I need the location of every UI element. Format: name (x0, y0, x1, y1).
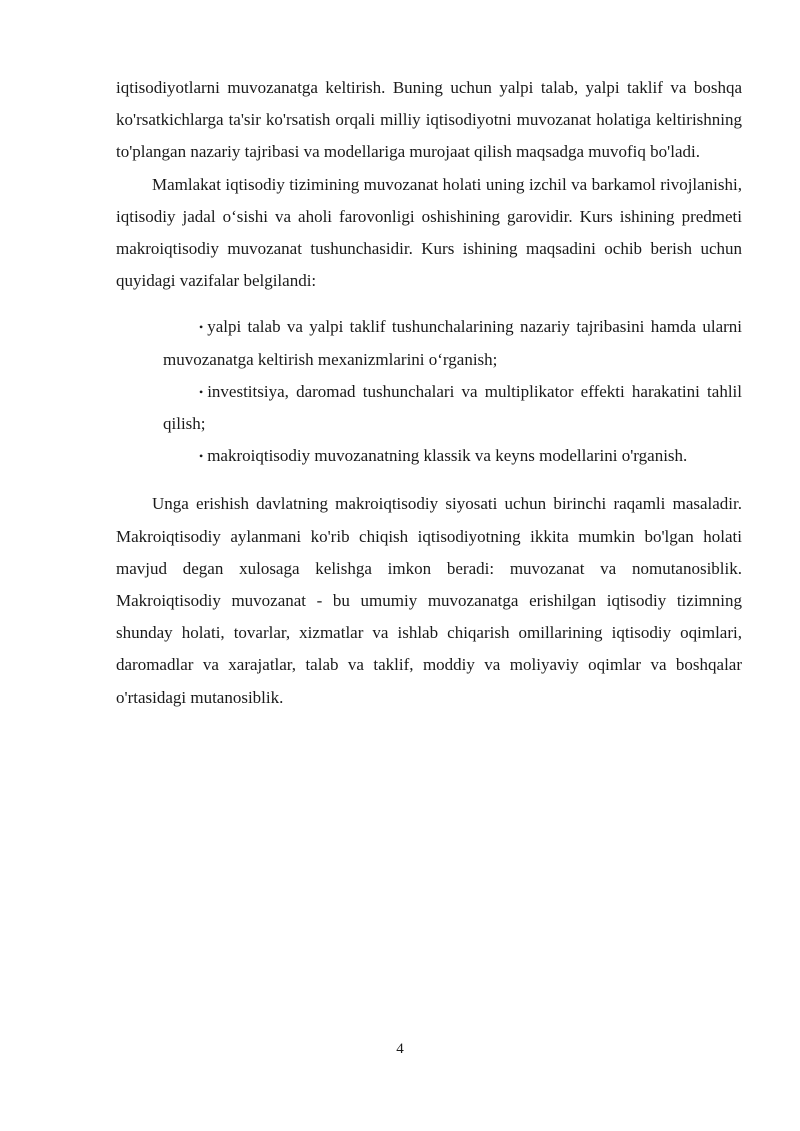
list-item-text: investitsiya, daromad tushunchalari va multiplikator effekti harakatini tahlil qilish; (163, 381, 742, 434)
list-item (163, 376, 742, 440)
bullet-icon: • (199, 384, 204, 399)
task-list (116, 311, 742, 472)
list-item (163, 311, 742, 375)
list-item (163, 440, 742, 472)
paragraph-system-equilibrium: Mamlakat iqtisodiy tizimining muvozanat holati uning izchil va barkamol rivojlanishi, iqtisodiy jadal o‘sishi va aholi farovonligi oshishining garovidir. Kurs ishining predmeti makroiqtisodiy muvozanat tushunchasidir. Kurs ishining maqsadini ochib berish uchun quyidagi vazifalar belgilandi: (116, 174, 742, 291)
page-body (116, 72, 742, 714)
bullet-icon: • (199, 449, 204, 464)
paragraph-macro-equilibrium: Unga erishish davlatning makroiqtisodiy siyosati uchun birinchi raqamli masaladir. Makroiqtisodiy aylanmani ko'rib chiqish iqtisodiyotning ikkita mumkin bo'lgan holati mavjud degan xulosaga kelishga imkon beradi: muvozanat va nomutanosiblik. Makroiqtisodiy muvozanat - bu umumiy muvozanatga erishilgan iqtisodiy tizimning shunday holati, tovarlar, xizmatlar va ishlab chiqarish omillarining iqtisodiy oqimlari, daromadlar va xarajatlar, talab va taklif, moddiy va moliyaviy oqimlar va boshqalar o'rtasidagi mutanosiblik. (116, 494, 742, 707)
page-number: 4 (396, 1041, 404, 1057)
list-item-text: yalpi talab va yalpi taklif tushunchalarining nazariy tajribasini hamda ularni muvozanatga keltirish mexanizmlarini o‘rganish; (163, 317, 742, 369)
bullet-icon: • (199, 320, 204, 335)
paragraph-continuation: iqtisodiyotlarni muvozanatga keltirish. Buning uchun yalpi talab, yalpi taklif va boshqa ko'rsatkichlarga ta'sir ko'rsatish orqali milliy iqtisodiyotni muvozanat holatiga keltirishning to'plangan nazariy tajribasi va modellariga murojaat qilish maqsadga muvofiq bo'ladi. (116, 78, 742, 162)
list-item-text: makroiqtisodiy muvozanatning klassik va keyns modellarini o'rganish. (207, 446, 688, 466)
